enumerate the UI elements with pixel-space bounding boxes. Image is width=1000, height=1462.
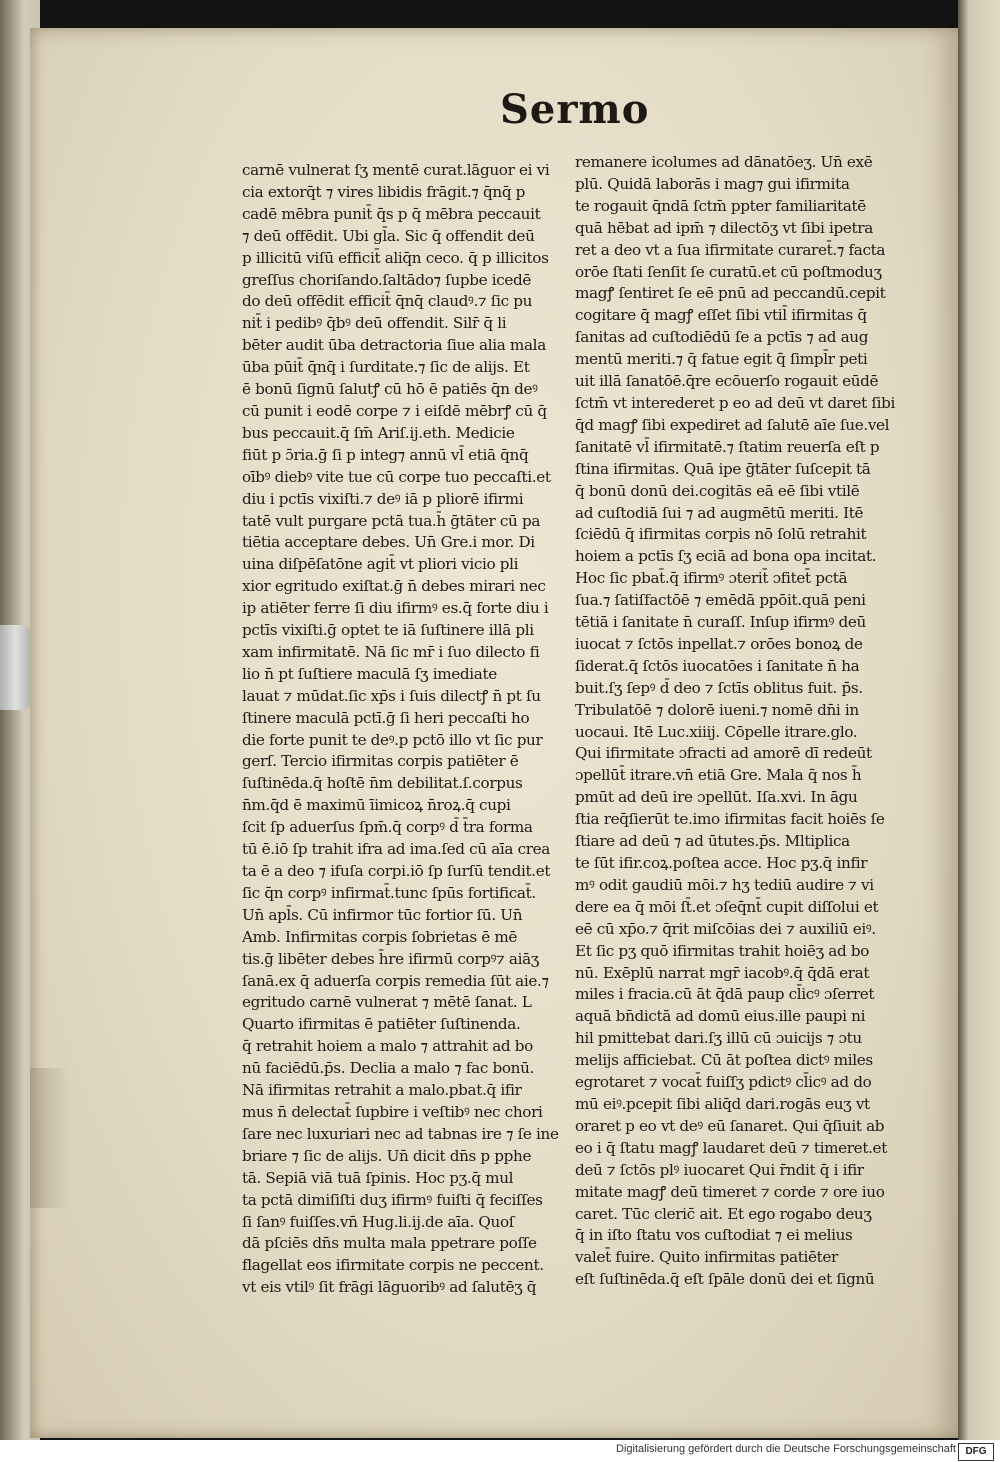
text-line: cogitare q̄ magꝭ eſſet ſibi vtil̄ ifirmitas q̄ (575, 306, 867, 325)
text-line: ſanitas ad cuſtodiēdū ſe a pctīs ⁊ ad aug (575, 328, 869, 347)
text-line: Hoc ſic pbat̄.q̄ ifirmꝰ ɔterit̄ ɔfitet̄ pctā (575, 569, 848, 588)
text-line: ſtina ifirmitas. Quā ipe ḡtāter ſuſcepit tā (575, 459, 871, 478)
text-line: cia extorq̄t ⁊ vires libidis frāgit.⁊ q̄nq̄ p (242, 182, 526, 201)
text-line: aquā bn̄dictā ad domū eius.ille paupi ni (575, 1007, 866, 1026)
text-line: egritudo carnē vulnerat ⁊ mētē ſanat. L (242, 993, 532, 1012)
text-line: dere ea q̄ mōi ſt̄.et ɔſeq̄nt̄ cupit diſſolui et (575, 897, 879, 916)
text-line: ip atiēter ferre ſi diu ifirmꝰ es.q̄ forte diu i (242, 599, 549, 618)
text-line: do deū offēdit efficit̄ q̄nq̄ claudꝰ.⁊ ſic pu (242, 292, 533, 311)
text-line: q̄ bonū donū dei.cogitās eā eē ſibi vtilē (575, 481, 860, 500)
text-line: deū ⁊ ſctōs plꝰ iuocaret Qui r̄ndit q̄ i ifir (575, 1160, 864, 1179)
text-line: Nā ifirmitas retrahit a malo.pbat.q̄ ifir (242, 1081, 522, 1100)
text-line: te rogauit q̄ndā ſctm̄ ppter familiaritatē (575, 196, 866, 215)
text-line: xam infirmitatē. Nā ſic mr̄ i ſuo dilecto fi (242, 642, 540, 661)
text-line: ſare nec luxuriari nec ad tabnas ire ⁊ ſe ine (242, 1124, 559, 1143)
text-line: tatē vult purgare pctā tua.h̄ ḡtāter cū pa (242, 511, 541, 530)
text-line: ſcit ſp aduerſus ſpm̄.q̄ corpꝰ d̄ t̄ra forma (242, 818, 533, 837)
left-text-column (242, 160, 560, 1299)
dfg-logo: DFG (958, 1443, 994, 1461)
text-line: tiētia acceptare debes. Un̄ Gre.i mor. Di (242, 533, 535, 552)
text-line: melijs afficiebat. Cū āt poſtea dictꝰ miles (575, 1051, 873, 1070)
text-line: nit̄ i pedibꝰ q̄bꝰ deū offendit. Silr̄ q̄ li (242, 314, 507, 333)
text-line: tētiā i ſanitate n̄ curaſſ. Inſup ifirmꝰ deū (575, 613, 866, 632)
facing-page-edge (958, 0, 1000, 1440)
text-line: Qui ifirmitate ɔfracti ad amorē dī redeūt (575, 744, 872, 763)
text-line: ſiderat.q̄ ſctōs iuocatōes i ſanitate n̄ ha (575, 656, 860, 675)
text-line: ſuſtinēda.q̄ hoſtē n̄m debilitat.ſ.corpus (242, 774, 523, 793)
text-line: ē bonū ſignū ſalutꝭ cū hō ē patiēs q̄n deꝰ (242, 380, 538, 399)
text-line: eſt ſuſtinēda.q̄ eſt ſpāle donū dei et ſignū (575, 1270, 875, 1289)
text-line: Et ſic pʒ quō ifirmitas trahit hoiēʒ ad bo (575, 941, 869, 960)
text-line: ſua.⁊ ſatiſfactōē ⁊ emēdā ppōit.quā peni (575, 591, 866, 610)
text-line: ſtinere maculā pctī.ḡ ſi heri peccaſti ho (242, 708, 530, 727)
text-line: lio n̄ pt ſuſtiere maculā ſʒ imediate (242, 664, 497, 683)
text-line: ſanā.ex q̄ aduerſa corpis remedia ſūt aie.⁊ (242, 971, 549, 990)
text-line: fiūt p ɔ̄ria.ḡ ſi p integ⁊ annū vl̄ etiā q̄nq̄ (242, 445, 529, 464)
text-line: ſciēdū q̄ ifirmitas corpis nō ſolū retrahit (575, 525, 867, 544)
text-line: caret. Tūc cleric̄ ait. Et ego rogabo deuʒ (575, 1204, 872, 1223)
text-line: pmūt ad deū ire ɔpellūt. Iſa.xvi. In āgu (575, 788, 858, 807)
text-line: dā pſciēs dn̄s multa mala ppetrare poſſe (242, 1234, 537, 1253)
text-line: ūba pūit̄ q̄nq̄ i ſurditate.⁊ ſic de alijs. Et (242, 358, 530, 377)
text-line: ſanitatē vl̄ ifirmitatē.⁊ ſtatim reuerſa eſt p (575, 437, 880, 456)
text-line: bēter audit ūba detractoria ſiue alia mala (242, 336, 546, 355)
text-line: eo i q̄ ſtatu magꝭ laudaret deū ⁊ timeret.et (575, 1138, 887, 1157)
text-line: magꝭ ſentiret ſe eē pnū ad peccandū.cepit (575, 284, 886, 303)
running-head: Sermo (500, 86, 650, 133)
text-line: cadē mēbra punit̄ q̄s p q̄ mēbra peccauit (242, 204, 541, 223)
page-clip (0, 625, 34, 710)
text-line: tis.ḡ libēter debes h̄re ifirmū corpꝰ⁊ aiāʒ (242, 949, 540, 968)
text-line: carnē vulnerat ſʒ mentē curat.lāguor ei vi (242, 161, 550, 179)
book-page (30, 28, 958, 1438)
text-line: te ſūt ifir.coꝝ.poſtea acce. Hoc pʒ.q̄ infir (575, 854, 868, 872)
text-line: tū ē.iō ſp trahit ifra ad ima.ſed cū aīa crea (242, 840, 551, 859)
text-line: uina diſpēſatōne agit̄ vt pliori vicio pli (242, 555, 519, 574)
text-line: ad cuſtodiā ſui ⁊ ad augmētū meriti. Itē (575, 503, 864, 522)
text-line: nū faciēdū.p̄s. Declia a malo ⁊ fac bonū. (242, 1059, 534, 1078)
text-line: ret a deo vt a ſua ifirmitate curaret̄.⁊ facta (575, 240, 886, 259)
text-line: mentū meriti.⁊ q̄ fatue egit q̄ ſimpl̄r peti (575, 350, 868, 369)
text-line: remanere icolumes ad dānatōeʒ. Un̄ exē (575, 153, 873, 171)
text-line: hil pmittebat dari.ſʒ illū cū ɔuicijs ⁊ ɔtu (575, 1029, 862, 1048)
text-line: gerſ. Tercio ifirmitas corpis patiēter ē (242, 752, 519, 771)
text-line: nū. Exēplū narrat mgr̄ iacobꝰ.q̄ q̄dā erat (575, 963, 870, 982)
text-line: mū eiꝰ.pcepit ſibi aliq̄d dari.rogās euʒ vt (575, 1094, 870, 1113)
text-line: plū. Quidā laborās i mag⁊ gui ifirmita (575, 174, 850, 193)
text-line: quā hēbat ad ipm̄ ⁊ dilectōʒ vt ſibi ipetra (575, 218, 873, 237)
text-line: eē cū xp̄o.⁊ q̄rit miſcōias dei ⁊ auxiliū eiꝰ. (575, 919, 876, 938)
footer-bar (0, 1440, 1000, 1462)
text-line: tā. Sepiā viā tuā ſpinis. Hoc pʒ.q̄ mul (242, 1168, 514, 1187)
text-line: ſtia req̄ſierūt te.imo ifirmitas facit hoiēs ſe (575, 810, 885, 829)
text-line: oībꝰ diebꝰ vite tue cū corpe tuo peccaſti.et (242, 467, 551, 486)
text-line: ⁊ deū offēdit. Ubi gl̄a. Sic q̄ offendit deū (242, 226, 535, 245)
text-line: egrotaret ⁊ vocat̄ fuiſſʒ pdictꝰ cl̄icꝰ ad do (575, 1073, 872, 1092)
text-line: q̄ retrahit hoiem a malo ⁊ attrahit ad bo (242, 1037, 533, 1056)
text-line: n̄m.q̄d ē maximū īimicoꝝ n̄roꝝ.q̄ cupi (242, 796, 511, 815)
text-line: miles i fracia.cū āt q̄dā paup cl̄icꝰ ɔſerret (575, 985, 875, 1004)
text-line: mus n̄ delectat̄ ſupbire i veſtibꝰ nec chori (242, 1102, 543, 1121)
text-line: diu i pctīs vixiſti.⁊ deꝰ iā p pliorē ifirmi (242, 489, 524, 508)
right-text-column (575, 152, 905, 1291)
text-line: die forte punit te deꝰ.p pctō illo vt ſic pur (242, 730, 543, 749)
text-line: Tribulatōē ⁊ dolorē iueni.⁊ nomē dn̄i in (575, 700, 859, 719)
text-line: orōe ſtati ſenſit ſe curatū.et cū poſtmoduʒ (575, 262, 882, 281)
text-line: Un̄ apl̄s. Cū infirmor tūc fortior ſū. Un̄ (242, 905, 523, 924)
text-line: vt eis vtilꝰ ſit frāgi lāguoribꝰ ad ſalutēʒ q̄ (242, 1278, 537, 1297)
text-line: briare ⁊ ſic de alijs. Un̄ dicit dn̄s p pphe (242, 1146, 532, 1165)
text-line: ſic q̄n corpꝰ infirmat̄.tunc ſpūs fortificat̄. (242, 883, 536, 902)
text-line: buit.ſʒ ſepꝰ d̄ deo ⁊ ſctīs oblitus fuit. p̄s. (575, 678, 863, 697)
text-line: oraret p eo vt deꝰ eū ſanaret. Qui q̄ſiuit ab (575, 1116, 885, 1135)
text-line: bus peccauit.q̄ ſm̄ Ariſ.ij.eth. Medicie (242, 423, 515, 442)
text-line: xior egritudo exiſtat.ḡ n̄ debes mirari nec (242, 577, 546, 596)
funding-notice: Digitalisierung gefördert durch die Deutsche Forschungsgemeinschaft (616, 1443, 956, 1455)
text-line: iuocat ⁊ ſctōs inpellat.⁊ orōes bonoꝝ de (575, 634, 863, 653)
text-line: ſi ſanꝰ fuiſſes.vn̄ Hug.li.ij.de aīa. Quoſ (242, 1212, 515, 1231)
text-line: q̄ in iſto ſtatu vos cuſtodiat ⁊ ei melius (575, 1226, 853, 1245)
text-line: ta ē a deo ⁊ ifuſa corpi.iō ſp ſurſū tendit.et (242, 862, 551, 880)
text-line: Amb. Infirmitas corpis ſobrietas ē mē (242, 927, 518, 946)
text-line: lauat ⁊ mūdat.ſic xp̄s i ſuis dilectꝭ n̄ pt ſu (242, 686, 541, 705)
text-line: flagellat eos ifirmitate corpis ne peccent. (242, 1256, 544, 1275)
text-line: cū punit i eodē corpe ⁊ i eiſdē mēbrꝭ cū q̄ (242, 401, 547, 420)
text-line: ſctm̄ vt interederet p eo ad deū vt daret ſibi (575, 393, 896, 412)
text-line: mitate magꝭ deū timeret ⁊ corde ⁊ ore iuo (575, 1182, 885, 1201)
text-line: ta pctā dimiſiſti duʒ ifirmꝰ fuiſti q̄ feciſſes (242, 1190, 543, 1209)
text-line: Quarto ifirmitas ē patiēter ſuſtinenda. (242, 1015, 521, 1034)
page-stain (30, 1068, 70, 1208)
text-line: q̄d magꝭ ſibi expediret ad ſalutē aīe ſue.vel (575, 415, 890, 434)
text-line: valet̄ fuire. Quito infirmitas patiēter (575, 1248, 838, 1267)
text-line: p illicitū viſū efficit̄ aliq̄n ceco. q̄ p illicitos (242, 248, 549, 267)
text-line: pctīs vixiſti.ḡ optet te iā ſuſtinere illā pli (242, 621, 534, 640)
text-line: greſſus choriſando.ſaltādo⁊ ſupbe icedē (242, 270, 532, 289)
text-line: ɔpellūt̄ itrare.vn̄ etiā Gre. Mala q̄ nos h̄ (575, 766, 862, 785)
text-line: uit illā ſanatōē.q̄re ecōuerſo rogauit eūdē (575, 372, 879, 391)
text-line: hoiem a pctīs ſʒ eciā ad bona opa incitat. (575, 547, 877, 566)
text-line: ſtiare ad deū ⁊ ad ūtutes.p̄s. Mltiplica (575, 832, 850, 851)
text-line: mꝰ odit gaudiū mōi.⁊ hʒ tediū audire ⁊ vi (575, 875, 874, 894)
text-line: uocaui. Itē Luc.xiiij. Cōpelle itrare.glo. (575, 722, 858, 741)
